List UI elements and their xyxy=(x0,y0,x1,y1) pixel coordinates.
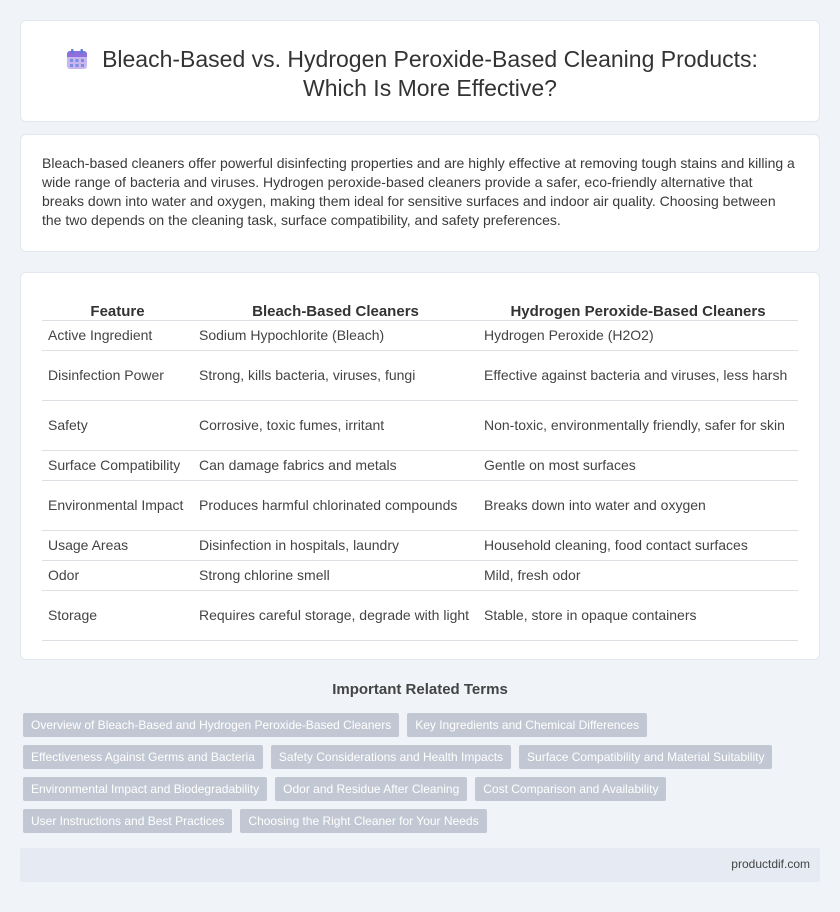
table-header-row xyxy=(42,297,798,320)
footer-bar xyxy=(20,848,820,882)
peroxide-cell: Mild, fresh odor xyxy=(478,560,798,590)
comparison-card xyxy=(20,272,820,660)
peroxide-cell: Household cleaning, food contact surfaces xyxy=(478,530,798,560)
peroxide-cell: Non-toxic, environmentally friendly, safer for skin xyxy=(478,400,798,450)
table-row xyxy=(42,400,798,450)
title-card xyxy=(20,20,820,122)
bleach-cell: Can damage fabrics and metals xyxy=(193,450,478,480)
related-term-tag[interactable]: Safety Considerations and Health Impacts xyxy=(271,745,511,769)
related-term-tag[interactable]: Key Ingredients and Chemical Differences xyxy=(407,713,647,737)
related-term-tag[interactable]: Surface Compatibility and Material Suitability xyxy=(519,745,772,769)
feature-cell: Safety xyxy=(42,400,193,450)
feature-cell: Odor xyxy=(42,560,193,590)
peroxide-cell: Gentle on most surfaces xyxy=(478,450,798,480)
related-term-tag[interactable]: Overview of Bleach-Based and Hydrogen Peroxide-Based Cleaners xyxy=(23,713,399,737)
feature-cell: Disinfection Power xyxy=(42,350,193,400)
table-row xyxy=(42,530,798,560)
page-title: Bleach-Based vs. Hydrogen Peroxide-Based Cleaning Products: Which Is More Effective? xyxy=(102,46,758,101)
header-feature: Feature xyxy=(42,297,193,320)
table-row xyxy=(42,560,798,590)
feature-cell: Environmental Impact xyxy=(42,480,193,530)
bleach-cell: Produces harmful chlorinated compounds xyxy=(193,480,478,530)
bleach-cell: Corrosive, toxic fumes, irritant xyxy=(193,400,478,450)
related-term-tag[interactable]: Environmental Impact and Biodegradability xyxy=(23,777,267,801)
peroxide-cell: Breaks down into water and oxygen xyxy=(478,480,798,530)
bleach-cell: Disinfection in hospitals, laundry xyxy=(193,530,478,560)
related-term-tag[interactable]: User Instructions and Best Practices xyxy=(23,809,232,833)
peroxide-cell: Stable, store in opaque containers xyxy=(478,590,798,640)
related-term-tag[interactable]: Cost Comparison and Availability xyxy=(475,777,666,801)
peroxide-cell: Effective against bacteria and viruses, less harsh xyxy=(478,350,798,400)
table-row xyxy=(42,320,798,350)
header-peroxide: Hydrogen Peroxide-Based Cleaners xyxy=(478,297,798,320)
table-row xyxy=(42,480,798,530)
table-row xyxy=(42,590,798,640)
related-terms-title: Important Related Terms xyxy=(332,681,508,698)
feature-cell: Storage xyxy=(42,590,193,640)
related-term-tag[interactable]: Choosing the Right Cleaner for Your Needs xyxy=(240,809,486,833)
feature-cell: Usage Areas xyxy=(42,530,193,560)
footer-site-name[interactable]: productdif.com xyxy=(731,857,810,871)
related-term-tag[interactable]: Odor and Residue After Cleaning xyxy=(275,777,467,801)
intro-paragraph: Bleach-based cleaners offer powerful disinfecting properties and are highly effective at removing tough stains and killing a wide range of bacteria and viruses. Hydrogen peroxide-based cleaners provide a safer, eco-friendly alternative that breaks down into water and oxygen, making them ideal for sensitive surfaces and indoor air quality. Choosing between the two depends on the cleaning task, surface compatibility, and safety preferences. xyxy=(42,155,795,228)
bleach-cell: Sodium Hypochlorite (Bleach) xyxy=(193,320,478,350)
related-terms-list xyxy=(23,713,803,833)
bleach-cell: Strong chlorine smell xyxy=(193,560,478,590)
bleach-cell: Requires careful storage, degrade with light xyxy=(193,590,478,640)
header-bleach: Bleach-Based Cleaners xyxy=(193,297,478,320)
peroxide-cell: Hydrogen Peroxide (H2O2) xyxy=(478,320,798,350)
feature-cell: Surface Compatibility xyxy=(42,450,193,480)
table-row xyxy=(42,350,798,400)
bleach-cell: Strong, kills bacteria, viruses, fungi xyxy=(193,350,478,400)
comparison-table xyxy=(42,297,798,641)
table-row xyxy=(42,450,798,480)
feature-cell: Active Ingredient xyxy=(42,320,193,350)
related-term-tag[interactable]: Effectiveness Against Germs and Bacteria xyxy=(23,745,263,769)
intro-card xyxy=(20,134,820,252)
